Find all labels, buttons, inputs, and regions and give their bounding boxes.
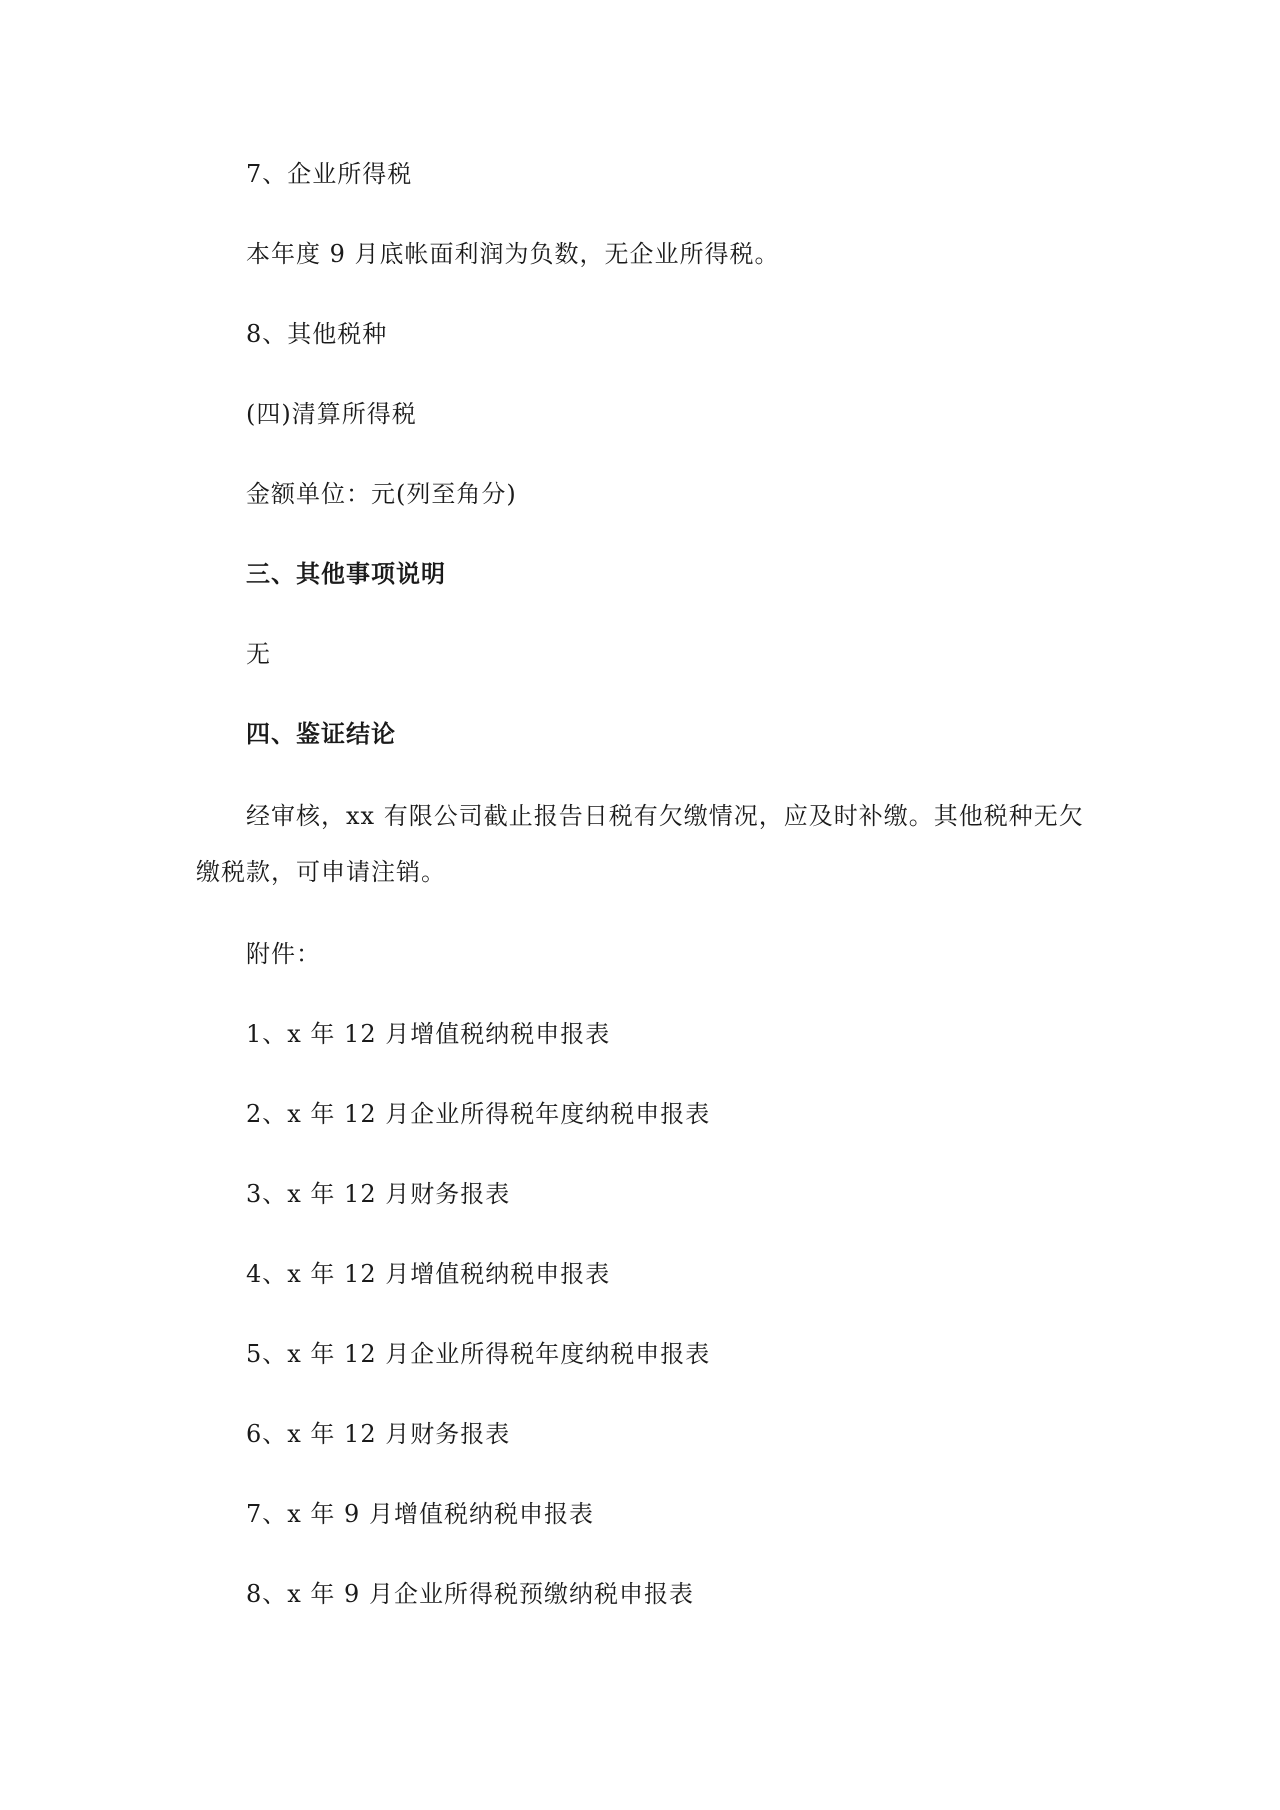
attachment-item: 4、x 年 12 月增值税纳税申报表 — [246, 1260, 611, 1288]
other-matters-heading: 三、其他事项说明 — [246, 559, 446, 588]
attachment-item: 6、x 年 12 月财务报表 — [246, 1420, 511, 1448]
attachment-item: 7、x 年 9 月增值税纳税申报表 — [246, 1500, 594, 1528]
item-corporate-income-tax: 7、企业所得税 — [246, 160, 413, 188]
corporate-income-tax-note: 本年度 9 月底帐面利润为负数，无企业所得税。 — [246, 240, 780, 268]
amount-unit-note: 金额单位：元(列至角分) — [246, 480, 517, 508]
liquidation-income-tax-heading: (四)清算所得税 — [246, 400, 417, 428]
item-other-taxes: 8、其他税种 — [246, 320, 388, 348]
attachment-item: 5、x 年 12 月企业所得税年度纳税申报表 — [246, 1340, 711, 1368]
other-matters-body: 无 — [246, 640, 271, 668]
attachments-title: 附件： — [246, 940, 321, 968]
attachment-item: 1、x 年 12 月增值税纳税申报表 — [246, 1020, 611, 1048]
conclusion-body: 经审核，xx 有限公司截止报告日税有欠缴情况，应及时补缴。其他税种无欠缴税款，可申请注销。 — [196, 802, 1084, 886]
attachment-item: 3、x 年 12 月财务报表 — [246, 1180, 511, 1208]
conclusion-heading: 四、鉴证结论 — [246, 719, 396, 748]
attachment-item: 2、x 年 12 月企业所得税年度纳税申报表 — [246, 1100, 711, 1128]
attachment-item: 8、x 年 9 月企业所得税预缴纳税申报表 — [246, 1580, 694, 1608]
